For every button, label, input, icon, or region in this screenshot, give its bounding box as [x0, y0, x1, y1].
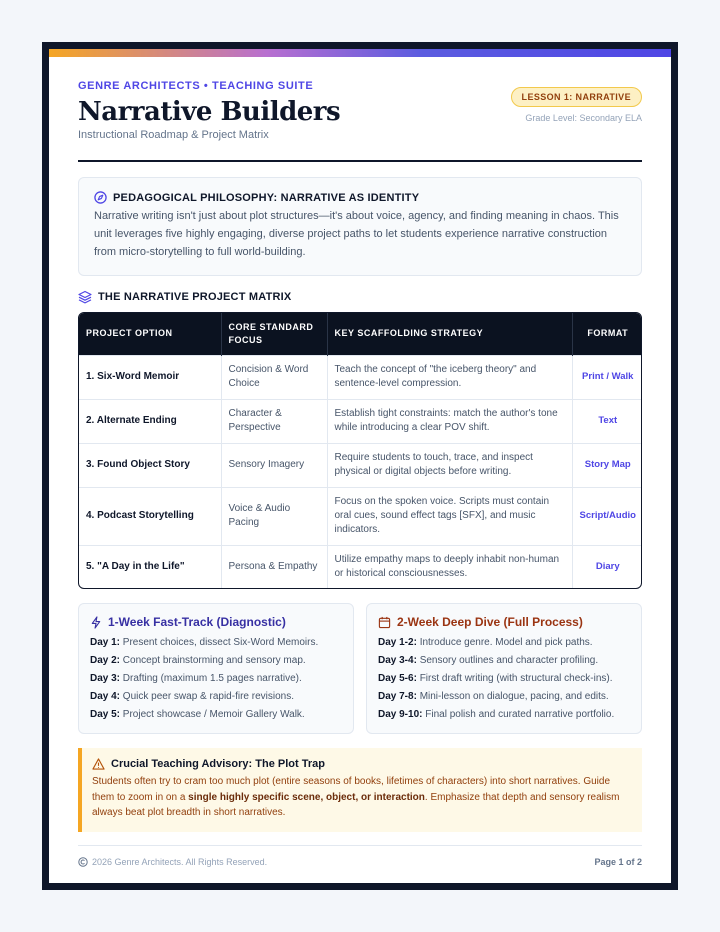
- column-header: KEY SCAFFOLDING STRATEGY: [327, 313, 572, 355]
- project-format: Script/Audio: [572, 487, 642, 545]
- scaffolding-strategy: Focus on the spoken voice. Scripts must contain oral cues, sound effect tags [SFX], and music indicators.: [327, 487, 572, 545]
- plan-day-row: Day 2: Concept brainstorming and sensory map.: [90, 655, 306, 666]
- project-option: 5. "A Day in the Life": [79, 545, 221, 588]
- column-header: FORMAT: [572, 313, 642, 355]
- page-footer: [78, 845, 642, 867]
- document-frame: [42, 42, 678, 890]
- scaffolding-strategy: Establish tight constraints: match the author's tone while introducing a clear POV shift.: [327, 399, 572, 443]
- teaching-advisory: [78, 748, 642, 832]
- standard-focus: Persona & Empathy: [221, 545, 327, 588]
- project-format: Story Map: [572, 443, 642, 487]
- scaffolding-strategy: Utilize empathy maps to deeply inhabit non-human or historical consciousnesses.: [327, 545, 572, 588]
- plan-day-row: Day 1-2: Introduce genre. Model and pick paths.: [378, 637, 593, 648]
- table-row: [79, 399, 642, 443]
- compass-icon: [94, 191, 107, 204]
- project-option: 2. Alternate Ending: [79, 399, 221, 443]
- project-option: 4. Podcast Storytelling: [79, 487, 221, 545]
- table-row: [79, 487, 642, 545]
- project-format: Print / Walk: [572, 355, 642, 399]
- standard-focus: Voice & Audio Pacing: [221, 487, 327, 545]
- standard-focus: Concision & Word Choice: [221, 355, 327, 399]
- copyright-text: 2026 Genre Architects. All Rights Reserved.: [92, 857, 268, 867]
- advisory-heading: Crucial Teaching Advisory: The Plot Trap: [111, 758, 325, 770]
- standard-focus: Character & Perspective: [221, 399, 327, 443]
- brand-label: GENRE ARCHITECTS • TEACHING SUITE: [78, 80, 314, 92]
- plan-day-row: Day 5: Project showcase / Memoir Gallery Walk.: [90, 709, 305, 720]
- scaffolding-strategy: Require students to touch, trace, and inspect physical or digital objects before writing.: [327, 443, 572, 487]
- lesson-badge: LESSON 1: NARRATIVE: [511, 87, 642, 107]
- page-number: Page 1 of 2: [594, 857, 642, 867]
- document-page: [49, 49, 671, 883]
- plan-day-row: Day 5-6: First draft writing (with structural check-ins).: [378, 673, 613, 684]
- plan-day-row: Day 1: Present choices, dissect Six-Word Memoirs.: [90, 637, 319, 648]
- deep-dive-heading: 2-Week Deep Dive (Full Process): [397, 615, 583, 629]
- fast-track-card: [78, 603, 354, 734]
- lightning-icon: [90, 616, 102, 629]
- project-matrix-table: [78, 312, 642, 589]
- philosophy-heading: PEDAGOGICAL PHILOSOPHY: NARRATIVE AS IDENTITY: [113, 191, 420, 204]
- timeline-plans: [78, 603, 642, 734]
- project-option: 3. Found Object Story: [79, 443, 221, 487]
- matrix-heading: THE NARRATIVE PROJECT MATRIX: [98, 291, 292, 303]
- advisory-text: Students often try to cram too much plot (entire seasons of books, lifetimes of characters) into short narratives. Guide them to zoom in on a single highly specific scene, object, or interaction. Emphasize that depth and sensory realism always beat plot breadth in short narratives.: [92, 776, 620, 818]
- advisory-emphasis: single highly specific scene, object, or interaction: [188, 791, 425, 803]
- table-header-row: [79, 313, 642, 355]
- calendar-icon: [378, 616, 391, 629]
- plan-day-row: Day 3: Drafting (maximum 1.5 pages narrative).: [90, 673, 302, 684]
- fast-track-heading: 1-Week Fast-Track (Diagnostic): [108, 615, 286, 629]
- project-format: Text: [572, 399, 642, 443]
- page-title: Narrative Builders: [78, 97, 341, 127]
- gradient-top-bar: [49, 49, 671, 57]
- grade-level: Grade Level: Secondary ELA: [525, 113, 642, 123]
- deep-dive-card: [366, 603, 642, 734]
- philosophy-card: [78, 177, 642, 276]
- plan-day-row: Day 9-10: Final polish and curated narrative portfolio.: [378, 709, 615, 720]
- page-subtitle: Instructional Roadmap & Project Matrix: [78, 129, 269, 141]
- plan-day-row: Day 3-4: Sensory outlines and character profiling.: [378, 655, 599, 666]
- philosophy-text: Narrative writing isn't just about plot structures—it's about voice, agency, and finding meaning in chaos. This unit leverages five highly engaging, diverse project paths to let students experience narrative construction from micro-storytelling to full world-building.: [94, 210, 619, 258]
- table-row: [79, 355, 642, 399]
- copyright-icon: [78, 857, 88, 867]
- plan-day-row: Day 4: Quick peer swap & rapid-fire revisions.: [90, 691, 294, 702]
- document-header: [78, 57, 642, 162]
- column-header: CORE STANDARD FOCUS: [221, 313, 327, 355]
- standard-focus: Sensory Imagery: [221, 443, 327, 487]
- plan-day-row: Day 7-8: Mini-lesson on dialogue, pacing, and edits.: [378, 691, 609, 702]
- project-format: Diary: [572, 545, 642, 588]
- scaffolding-strategy: Teach the concept of "the iceberg theory" and sentence-level compression.: [327, 355, 572, 399]
- matrix-section-heading: [78, 290, 642, 304]
- layers-icon: [78, 290, 92, 304]
- table-row: [79, 545, 642, 588]
- project-option: 1. Six-Word Memoir: [79, 355, 221, 399]
- warning-triangle-icon: [92, 758, 105, 770]
- table-row: [79, 443, 642, 487]
- column-header: PROJECT OPTION: [79, 313, 221, 355]
